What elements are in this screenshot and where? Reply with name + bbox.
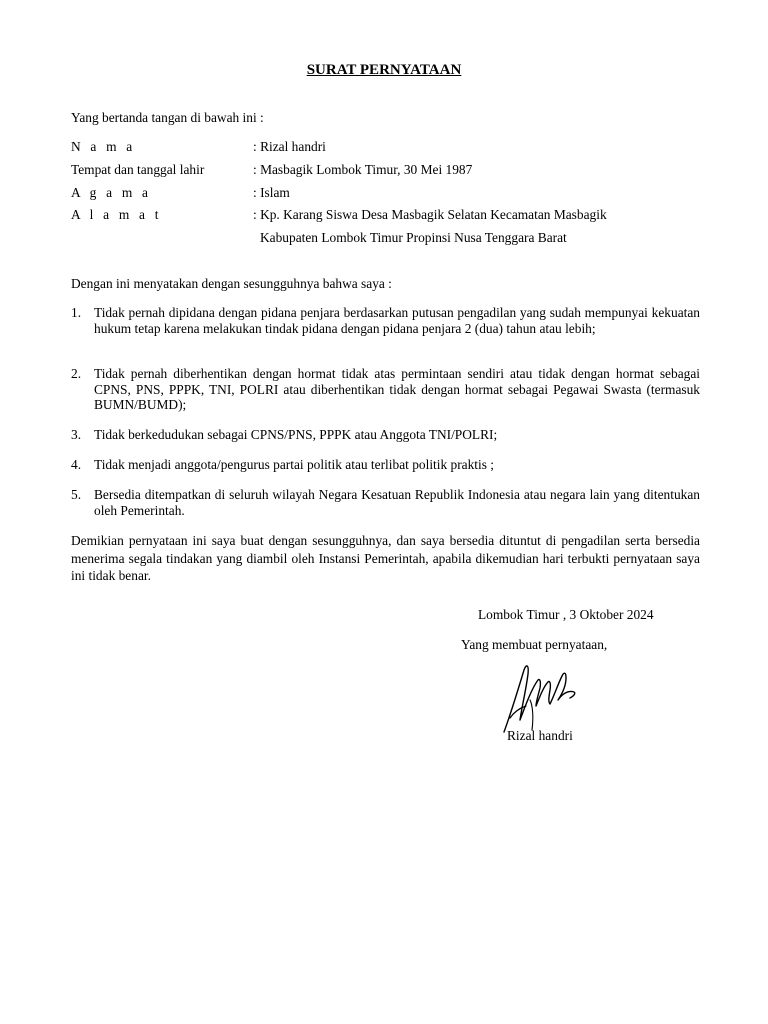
intro-text: Yang bertanda tangan di bawah ini : xyxy=(71,110,264,125)
declaration-intro: Dengan ini menyatakan dengan sesungguhnya bahwa saya : xyxy=(71,276,392,291)
list-item-number: 2. xyxy=(71,366,82,381)
list-item-text: Tidak pernah diberhentikan dengan hormat tidak atas permintaan sendiri atau tidak dengan hormat sebagai CPNS, PNS, PPPK, TNI, POLRI atau diberhentikan tidak dengan hormat sebagai Pegawai Swasta (termasuk BUMN/BUMD); xyxy=(94,366,700,412)
list-item-number: 3. xyxy=(71,427,82,442)
closing-paragraph: Demikian pernyataan ini saya buat dengan sesungguhnya, dan saya bersedia dituntut di pengadilan serta bersedia menerima segala tindakan yang diambil oleh Instansi Pemerintah, apabila dikemudian hari terbukti pernyataan saya ini tidak benar. xyxy=(71,533,700,583)
list-item xyxy=(71,487,700,518)
document-title: SURAT PERNYATAAN xyxy=(306,62,462,78)
field-value-ttl: : Masbagik Lombok Timur, 30 Mei 1987 xyxy=(253,162,473,177)
list-item xyxy=(71,457,700,473)
field-value-alamat-cont: Kabupaten Lombok Timur Propinsi Nusa Tenggara Barat xyxy=(260,230,567,245)
list-item-text: Tidak berkedudukan sebagai CPNS/PNS, PPPK atau Anggota TNI/POLRI; xyxy=(94,427,498,442)
list-item xyxy=(71,366,700,413)
list-item-number: 5. xyxy=(71,487,82,502)
list-item-number: 1. xyxy=(71,305,82,320)
list-item-number: 4. xyxy=(71,457,82,472)
signature-image xyxy=(496,660,582,736)
field-value-alamat: : Kp. Karang Siswa Desa Masbagik Selatan Kecamatan Masbagik xyxy=(253,207,607,222)
signer-name: Rizal handri xyxy=(507,728,573,743)
field-label-agama: A g a m a xyxy=(71,185,152,200)
field-value-nama: : Rizal handri xyxy=(253,139,326,154)
place-date: Lombok Timur , 3 Oktober 2024 xyxy=(478,607,654,622)
list-item-text: Tidak menjadi anggota/pengurus partai politik atau terlibat politik praktis ; xyxy=(94,457,495,472)
field-label-ttl: Tempat dan tanggal lahir xyxy=(71,162,205,177)
list-item-text: Bersedia ditempatkan di seluruh wilayah Negara Kesatuan Republik Indonesia atau negara lain yang ditentukan oleh Pemerintah. xyxy=(94,487,700,518)
maker-label: Yang membuat pernyataan, xyxy=(461,637,608,652)
list-item-text: Tidak pernah dipidana dengan pidana penjara berdasarkan putusan pengadilan yang sudah mempunyai kekuatan hukum tetap karena melakukan tindak pidana dengan pidana penjara 2 (dua) tahun atau lebih; xyxy=(94,305,700,336)
field-label-nama: N a m a xyxy=(71,139,136,154)
field-label-alamat: A l a m a t xyxy=(71,207,162,222)
list-item xyxy=(71,305,700,336)
list-item xyxy=(71,427,700,443)
field-value-agama: : Islam xyxy=(253,185,290,200)
